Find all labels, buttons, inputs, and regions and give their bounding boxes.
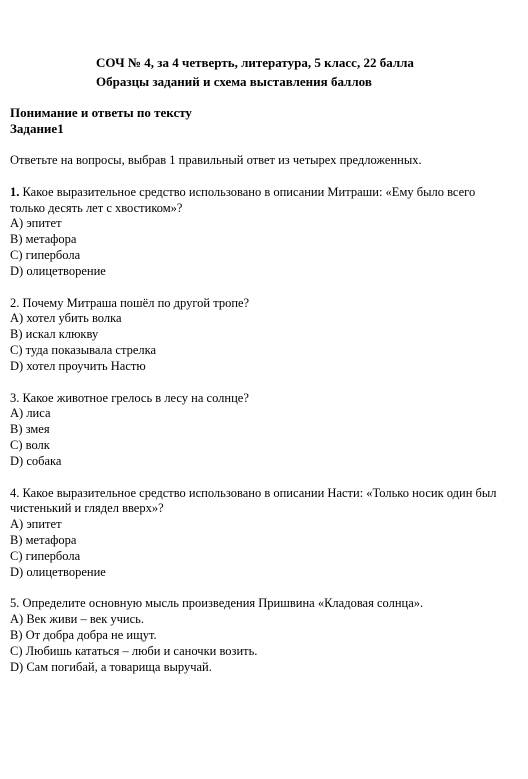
question-4: [10, 486, 528, 581]
answer-option: D) собака: [10, 453, 62, 468]
question-1: [10, 185, 528, 280]
question-prompt: Какое животное грелось в лесу на солнце?: [19, 390, 249, 405]
question-number: 5.: [10, 596, 20, 611]
question-prompt: Какое выразительное средство использовано в описании Митраши: «Ему было всего: [19, 184, 476, 199]
answer-option: A) эпитет: [10, 216, 62, 231]
document-header: [96, 53, 414, 91]
answer-option: C) волк: [10, 437, 50, 452]
answer-option: A) лиса: [10, 406, 51, 421]
answer-option: B) метафора: [10, 532, 77, 547]
question-3: [10, 391, 528, 470]
question-number: 4.: [10, 485, 20, 500]
section-title: Понимание и ответы по тексту: [10, 105, 192, 120]
answer-option: D) Сам погибай, а товарища выручай.: [10, 659, 212, 674]
answer-option: B) От добра добра не ищут.: [10, 627, 157, 642]
task-label: Задание1: [10, 121, 64, 136]
answer-option: D) хотел проучить Настю: [10, 358, 146, 373]
answer-option: C) гипербола: [10, 548, 81, 563]
answer-option: A) Век живи – век учись.: [10, 612, 144, 627]
answer-option: A) эпитет: [10, 517, 62, 532]
question-number: 1.: [10, 184, 20, 199]
answer-option: B) метафора: [10, 232, 77, 247]
answer-option: A) хотел убить волка: [10, 311, 122, 326]
questions-list: [10, 185, 528, 676]
question-text: [10, 486, 528, 502]
header-subtitle: Образцы заданий и схема выставления баллов: [96, 74, 372, 89]
header-title: СОЧ № 4, за 4 четверть, литература, 5 класс, 22 балла: [96, 55, 414, 70]
question-prompt: Почему Митраша пошёл по другой тропе?: [19, 295, 250, 310]
answer-options: [10, 517, 528, 580]
answer-option: D) олицетворение: [10, 263, 106, 278]
question-prompt-continued: чистенький и глядел вверх»?: [10, 501, 164, 516]
question-2: [10, 296, 528, 375]
question-text: [10, 391, 528, 407]
answer-option: B) искал клюкву: [10, 327, 99, 342]
question-text: [10, 596, 528, 612]
answer-options: [10, 311, 528, 374]
answer-options: [10, 406, 528, 469]
question-number: 3.: [10, 390, 20, 405]
answer-options: [10, 612, 528, 675]
answer-option: B) змея: [10, 422, 50, 437]
question-text: [10, 296, 528, 312]
question-prompt-continued: только десять лет с хвостиком»?: [10, 200, 183, 215]
answer-option: C) гипербола: [10, 247, 81, 262]
question-prompt: Определите основную мысль произведения Пришвина «Кладовая солнца».: [19, 596, 424, 611]
question-prompt: Какое выразительное средство использовано в описании Насти: «Только носик один был: [19, 485, 497, 500]
question-number: 2.: [10, 295, 20, 310]
answer-option: D) олицетворение: [10, 564, 106, 579]
task-instruction: Ответьте на вопросы, выбрав 1 правильный ответ из четырех предложенных.: [10, 153, 422, 167]
answer-option: C) туда показывала стрелка: [10, 342, 157, 357]
question-text: [10, 185, 528, 201]
answer-options: [10, 216, 528, 279]
question-5: [10, 596, 528, 675]
answer-option: C) Любишь кататься – люби и саночки возить.: [10, 643, 258, 658]
document-body: [10, 105, 528, 675]
